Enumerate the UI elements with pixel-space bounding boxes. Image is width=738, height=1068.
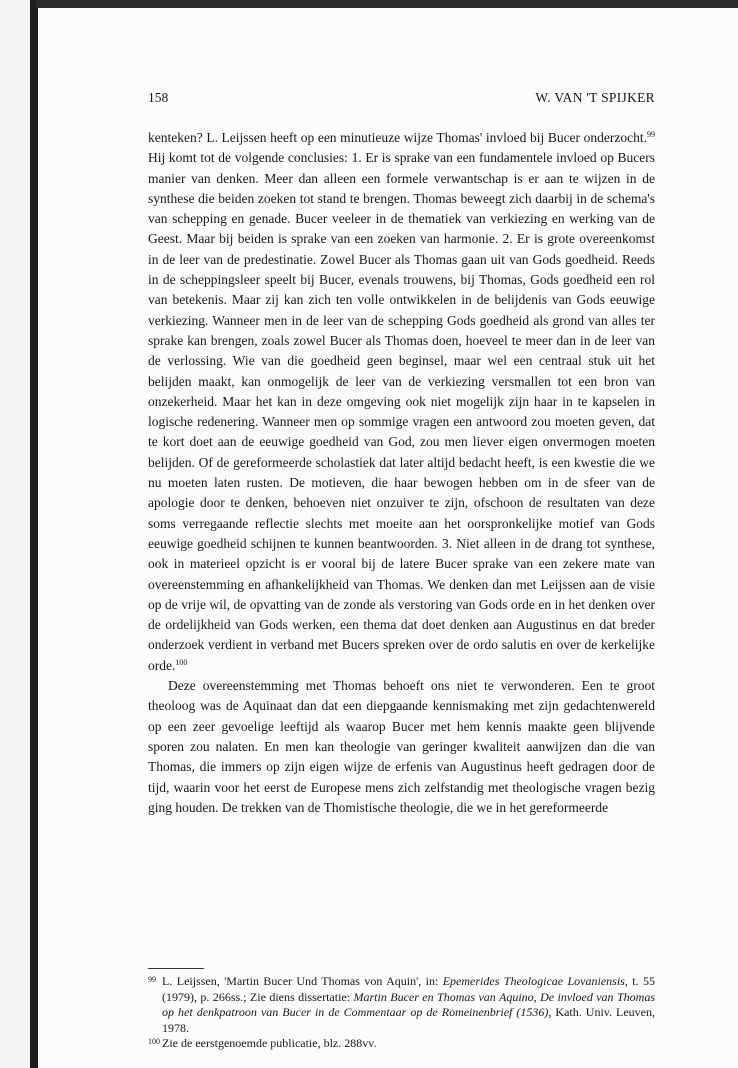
footnote-99-journal: Epemerides Theologicae Lovaniensis bbox=[442, 974, 625, 988]
paragraph-1-text-a: kenteken? L. Leijssen heeft op een minutieuze wijze Thomas' invloed bij Bucer onderzocht. bbox=[148, 130, 647, 145]
footnote-99-part-3: , t. 55 (1979), p. 266ss.; Zie diens dissertatie: bbox=[162, 974, 655, 1004]
paragraph-1 bbox=[148, 128, 655, 676]
paragraph-1-text-b: Hij komt tot de volgende conclusies: 1. Er is sprake van een fundamentele invloed op Bucers manier van denken. Meer dan alleen een formele verwantschap is er aan te wijzen in de synthese die beiden zoeken tot stand te brengen. Thomas beweegt zich daarbij in de schema's van schepping en genade. Bucer veeleer in de thematiek van verkiezing en werking van de Geest. Maar bij beiden is sprake van een zoeken van harmonie. 2. Er is grote overeenkomst in de leer van de predestinatie. Zowel Bucer als Thomas gaan uit van Gods goedheid. Reeds in de scheppingsleer speelt bij Bucer, evenals trouwens, bij Thomas, Gods goedheid een rol van betekenis. Maar zij kan zich ten volle ontwikkelen in de belijdenis van Gods eeuwige verkiezing. Wanneer men in de leer van de schepping Gods goedheid als grond van alles ter sprake kan brengen, zoals zowel Bucer als Thomas doen, hoeveel te meer dan in de leer van de verlossing. Wie van die goedheid geen beginsel, maar wel een centraal stuk uit het belijden maakt, kan onmogelijk de leer van de verkiezing versmallen tot een bron van onzekerheid. Maar het kan in deze omgeving ook niet mogelijk zijn haar in te kapselen in logische redenering. Wanneer men op sommige vragen een antwoord zou moeten geven, dat te kort doet aan de eeuwige goedheid van God, zou men liever eigen onvermogen moeten belijden. Of de gereformeerde scholastiek dat later altijd bedacht heeft, is een kwestie die we nu moeten laten rusten. De motieven, die haar bewogen hebben om in de sfeer van de apologie door te denken, behoeven niet onzuiver te zijn, ofschoon de resultaten van deze soms verregaande reflectie slechts met moeite aan het oorspronkelijke motief van Gods eeuwige goedheid schijnen te kunnen beantwoorden. 3. Niet alleen in de drang tot synthese, ook in materieel opzicht is er vooral bij de latere Bucer sprake van een zekere mate van overeenstemming en afhankelijkheid van Thomas. We denken dan met Leijssen aan de visie op de vrije wil, de opvatting van de zonde als verstoring van Gods orde en in het denken over de ordelijkheid van Gods werken, een thema dat doet denken aan Augustinus en dat breder onderzoek verdient in verband met Bucers spreken over de ordo salutis en over de kerkelijke orde. bbox=[148, 150, 655, 673]
paragraph-2: Deze overeenstemming met Thomas behoeft ons niet te verwonderen. Een te groot theoloog was de Aquinaat dan dat een diepgaande kennismaking met zijn gedachtenwereld op een zeer gevoelige leeftijd als waarop Bucer met hem kennis maakte geen blijvende sporen zou nalaten. En men kan theologie van geringer kwaliteit aanwijzen dan die van Thomas, die immers op zijn eigen wijze de erfenis van Augustinus heeft gedragen door de tijd, waarin voor het eerst de Europese mens zich zelfstandig met theologische vragen bezig ging houden. De trekken van de Thomistische theologie, die we in het gereformeerde bbox=[148, 678, 655, 815]
footnote-ref-100: 100 bbox=[175, 657, 188, 667]
page-number: 158 bbox=[148, 90, 169, 105]
footnote-99-part-1: L. Leijssen, 'Martin Bucer Und Thomas von Aquin', in: bbox=[162, 974, 443, 988]
scan-edge-left bbox=[30, 0, 38, 1068]
page-header bbox=[148, 90, 655, 110]
footnote-text bbox=[162, 974, 655, 1036]
footnote-number: 99 bbox=[148, 975, 156, 984]
footnote-rule bbox=[148, 968, 204, 969]
footnote-number: 100 bbox=[148, 1037, 160, 1047]
footnote-99-dissertation-title: Martin Bucer en Thomas van Aquino, De invloed van Thomas op het denkpatroon van Bucer in de Commentaar op de Romeinenbrief (1536) bbox=[162, 989, 655, 1020]
scan-edge-top bbox=[36, 0, 738, 8]
footnotes bbox=[148, 974, 655, 1052]
footnote-ref-99: 99 bbox=[647, 130, 655, 139]
running-head: W. VAN 'T SPIJKER bbox=[535, 90, 655, 105]
footnote-100 bbox=[148, 1036, 655, 1052]
scan-margin bbox=[0, 0, 30, 1068]
body-text bbox=[148, 128, 655, 818]
footnote-text: Zie de eerstgenoemde publicatie, blz. 288vv. bbox=[162, 1036, 377, 1051]
footnote-99 bbox=[148, 974, 655, 1036]
footnote-99-part-5: , Kath. Univ. Leuven, 1978. bbox=[162, 1005, 656, 1035]
